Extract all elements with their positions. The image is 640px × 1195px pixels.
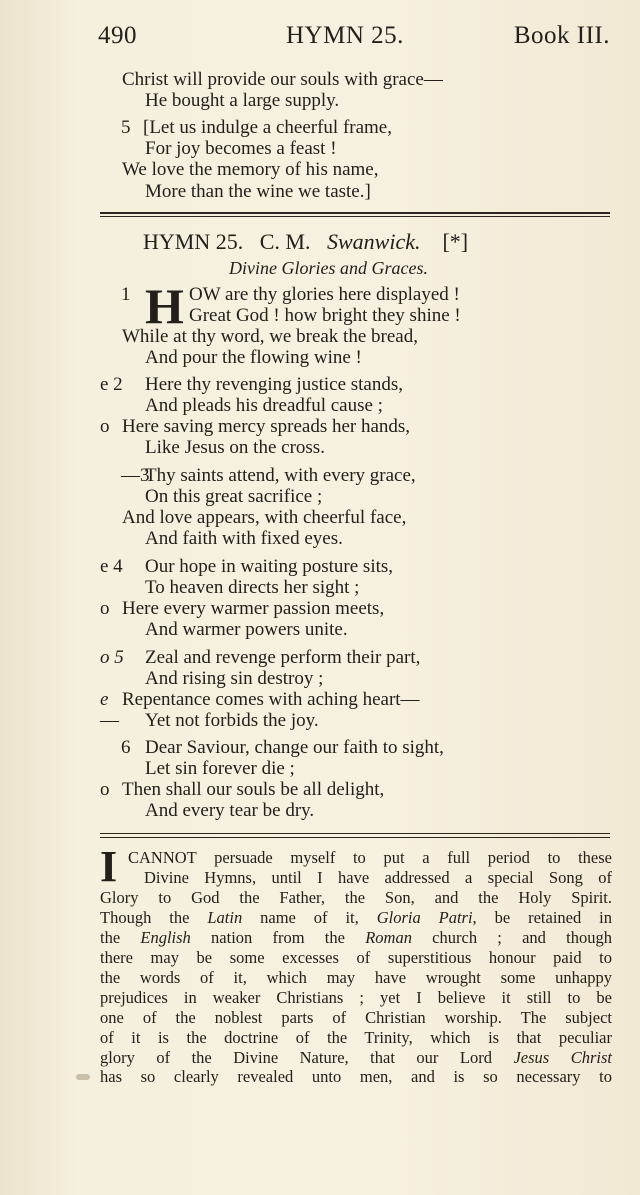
note-line: Though the Latin name of it, Gloria Patri, be retained in	[100, 907, 612, 927]
note-line: Divine Hymns, until I have addressed a special Song of	[144, 867, 612, 887]
verse-marker: 6	[121, 737, 131, 758]
verse-line: On this great sacrifice ;	[145, 486, 323, 507]
italic-term: Roman	[365, 927, 412, 947]
verse-line: Thy saints attend, with every grace,	[145, 465, 416, 486]
verse-line: Great God ! how bright they shine !	[189, 305, 461, 326]
note-line: prejudices in weaker Christians ; yet I believe it still to be	[100, 987, 612, 1007]
running-header	[98, 22, 610, 56]
hymn-subtitle: Divine Glories and Graces.	[229, 258, 428, 278]
verse-line: And rising sin destroy ;	[145, 668, 324, 689]
verse-marker: o	[100, 779, 110, 800]
hymn-first-line: OW are thy glories here displayed !	[189, 284, 460, 305]
header-book: Book III.	[513, 22, 610, 49]
verse-line: And pleads his dreadful cause ;	[145, 395, 383, 416]
note-rule-lower	[100, 837, 610, 838]
page-number: 490	[98, 22, 137, 49]
section-rule-thick	[100, 212, 610, 214]
note-line: one of the noblest parts of Christian worship. The subject	[100, 1007, 612, 1027]
hymn-tune: Swanwick.	[326, 229, 421, 254]
verse-marker: o	[100, 598, 110, 619]
header-title: HYMN 25.	[286, 22, 404, 49]
note-line: the English nation from the Roman church ; and though	[100, 927, 612, 947]
hymn-mark: [*]	[442, 229, 469, 254]
verse-marker: —3	[121, 465, 150, 486]
verse-line: Repentance comes with aching heart—	[122, 689, 420, 710]
verse-line: Zeal and revenge perform their part,	[145, 647, 421, 668]
italic-term: Latin	[207, 907, 243, 927]
italic-term: Gloria Patri	[376, 907, 473, 927]
verse-marker: o 5	[100, 647, 124, 668]
note-line: CANNOT persuade myself to put a full period to these	[128, 848, 612, 867]
verse-line: More than the wine we taste.]	[145, 181, 371, 202]
verse-line: He bought a large supply.	[145, 90, 340, 111]
verse-marker: e 4	[100, 556, 123, 577]
verse-line: For joy becomes a feast !	[145, 138, 337, 159]
verse-line: Here saving mercy spreads her hands,	[122, 416, 411, 437]
note-line: glory of the Divine Nature, that our Lord Jesus Christ	[100, 1047, 612, 1067]
verse-line: And love appears, with cheerful face,	[122, 507, 407, 528]
note-line: there may be some excesses of superstitious honour paid to	[100, 947, 612, 967]
italic-term: Jesus Christ	[513, 1047, 612, 1067]
verse-line: Then shall our souls be all delight,	[122, 779, 385, 800]
verse-line: And warmer powers unite.	[145, 619, 348, 640]
verse-line: Like Jesus on the cross.	[145, 437, 325, 458]
verse-line: Here thy revenging justice stands,	[145, 374, 404, 395]
verse-line: [Let us indulge a cheerful frame,	[143, 117, 392, 138]
verse-line: And faith with fixed eyes.	[145, 528, 343, 549]
italic-term: English	[140, 927, 191, 947]
verse-line: Let sin forever die ;	[145, 758, 295, 779]
verse-marker: e 2	[100, 374, 123, 395]
verse-marker: e	[100, 689, 109, 710]
verse-marker: 1	[121, 284, 131, 305]
verse-line: And pour the flowing wine !	[145, 347, 362, 368]
note-line: Glory to God the Father, the Son, and the Holy Spirit.	[100, 887, 612, 907]
verse-line: Christ will provide our souls with grace—	[122, 69, 443, 90]
note-line: has so clearly revealed unto men, and is so necessary to	[100, 1067, 612, 1087]
note-line: the words of it, which may have wrought some unhappy	[100, 967, 612, 987]
verse-line: Our hope in waiting posture sits,	[145, 556, 394, 577]
verse-line: Yet not forbids the joy.	[145, 710, 319, 731]
hymn-number: HYMN 25.	[143, 229, 244, 254]
hymn-heading	[143, 229, 468, 255]
section-rule-thin	[100, 216, 610, 217]
note-line: of it is the doctrine of the Trinity, which is that peculiar	[100, 1027, 612, 1047]
note-dropcap: I	[100, 842, 118, 891]
hymn-meter: C. M.	[259, 229, 311, 254]
verse-number: 5	[121, 117, 131, 138]
verse-line: To heaven directs her sight ;	[145, 577, 360, 598]
ink-smudge	[76, 1074, 90, 1080]
note-rule-upper	[100, 833, 610, 834]
verse-line: Dear Saviour, change our faith to sight,	[145, 737, 444, 758]
verse-line: And every tear be dry.	[145, 800, 315, 821]
verse-marker: o	[100, 416, 110, 437]
hymn-dropcap: H	[145, 278, 184, 334]
verse-marker: —	[100, 710, 119, 731]
verse-line: Here every warmer passion meets,	[122, 598, 385, 619]
verse-line: While at thy word, we break the bread,	[122, 326, 418, 347]
verse-line: We love the memory of his name,	[122, 159, 379, 180]
